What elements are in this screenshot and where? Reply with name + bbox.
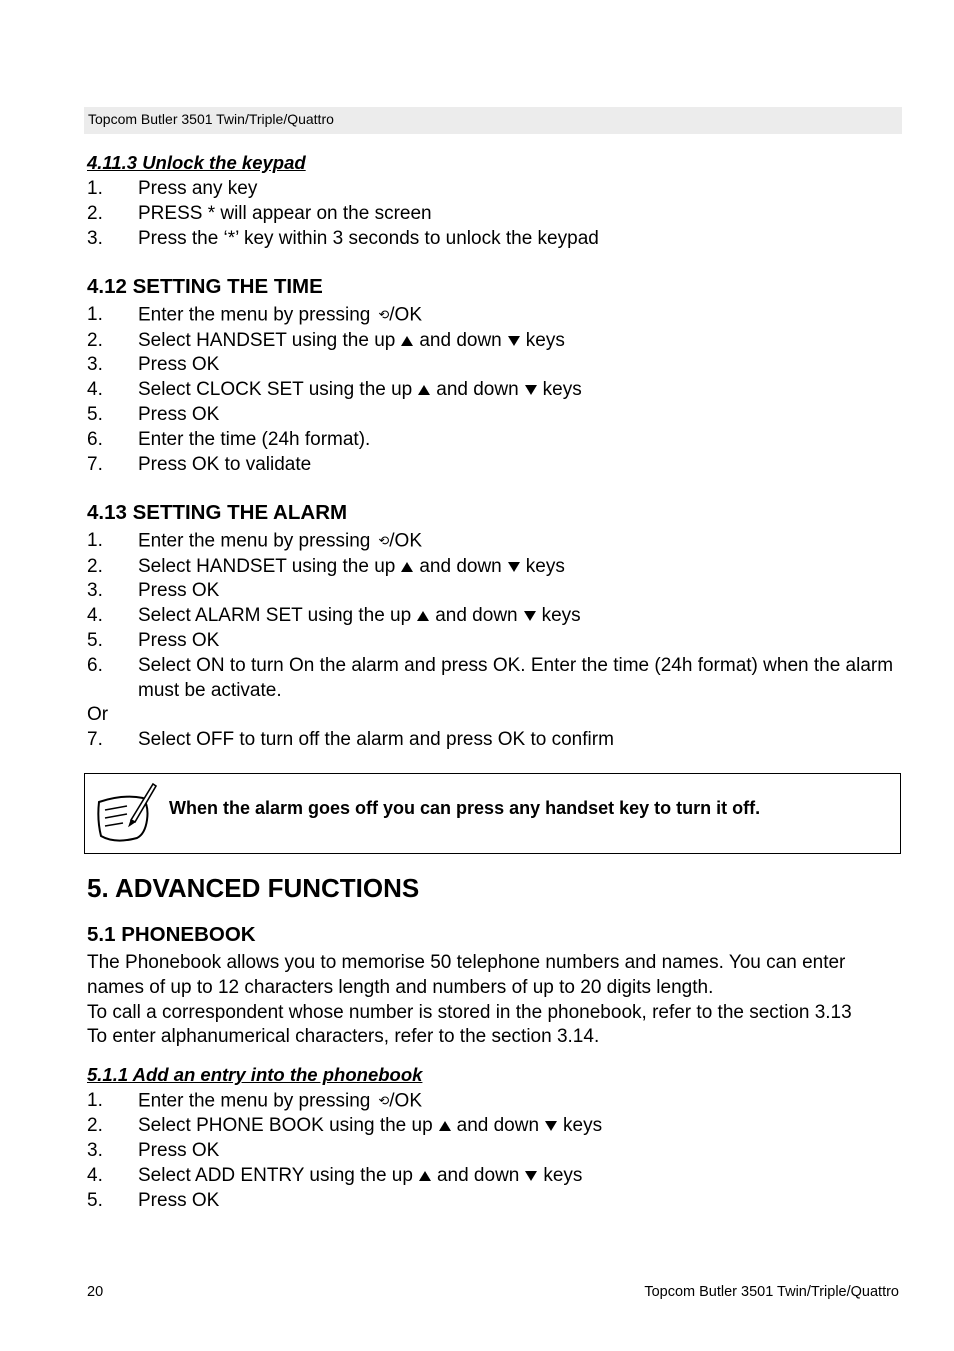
- note-text: When the alarm goes off you can press any handset key to turn it off.: [169, 798, 761, 818]
- menu-key-icon: ⟲: [378, 307, 390, 323]
- up-arrow-icon: [417, 611, 429, 621]
- down-arrow-icon: [524, 611, 536, 621]
- step-number: 5.: [87, 404, 103, 425]
- step-number: 2.: [87, 202, 103, 224]
- list-item: [87, 728, 907, 753]
- list-item: [87, 555, 907, 580]
- up-arrow-icon: [401, 336, 413, 346]
- step-number: 6.: [87, 428, 103, 450]
- step-number: 2.: [87, 1115, 103, 1137]
- phonebook-alpha-paragraph: To enter alphanumerical characters, refer to the section 3.14.: [87, 1026, 600, 1048]
- step-number: 3.: [87, 1140, 103, 1162]
- list-item: [87, 1139, 907, 1164]
- step-text: Select PHONE BOOK using the up and down keys: [138, 1115, 603, 1137]
- step-text: Enter the time (24h format).: [138, 428, 371, 450]
- up-arrow-icon: [418, 385, 430, 395]
- down-arrow-icon: [545, 1121, 557, 1131]
- step-text: Select ON to turn On the alarm and press OK. Enter the time (24h format) when the alarm must be activate.: [138, 654, 894, 701]
- list-item: [87, 403, 907, 428]
- list-item: [87, 378, 907, 403]
- list-item: [87, 453, 907, 478]
- menu-key-icon: ⟲: [378, 533, 390, 549]
- step-number: 1.: [87, 1090, 103, 1112]
- note-pen-icon: [93, 780, 157, 846]
- step-number: 1.: [87, 304, 103, 326]
- list-item: [87, 353, 907, 378]
- list-item: [87, 629, 907, 654]
- section-4-12-title: 4.12 SETTING THE TIME: [87, 275, 323, 299]
- step-text: Select ADD ENTRY using the up and down keys: [138, 1164, 583, 1186]
- list-item: [87, 604, 907, 629]
- step-number: 3.: [87, 354, 103, 376]
- step-text: Enter the menu by pressing ⟲/OK: [138, 303, 907, 328]
- or-text: Or: [87, 704, 109, 726]
- header-title: Topcom Butler 3501 Twin/Triple/Quattro: [88, 111, 334, 127]
- step-number: 5.: [87, 630, 103, 651]
- step-number: 7.: [87, 729, 103, 751]
- step-number: 1.: [87, 178, 103, 199]
- step-text: Select HANDSET using the up and down keys: [138, 555, 565, 577]
- down-arrow-icon: [508, 562, 520, 572]
- section-4-13-title: 4.13 SETTING THE ALARM: [87, 501, 348, 525]
- list-item: [87, 202, 907, 227]
- note-box: [84, 773, 901, 854]
- step-number: 2.: [87, 555, 103, 577]
- phonebook-call-paragraph: To call a correspondent whose number is stored in the phonebook, refer to the section 3.13: [87, 1001, 852, 1023]
- down-arrow-icon: [525, 1171, 537, 1181]
- section-5-1-1-title: 5.1.1 Add an entry into the phonebook: [87, 1064, 423, 1086]
- list-item: [87, 177, 907, 202]
- phonebook-paragraph: The Phonebook allows you to memorise 50 telephone numbers and names. You can enter names of up to 12 characters length and numbers of up to 20 digits length.: [87, 951, 846, 998]
- step-text: Press OK: [138, 1189, 220, 1211]
- section-5-1-1-steps: [87, 1089, 907, 1213]
- step-text: Press OK: [138, 580, 220, 602]
- page-header: [84, 107, 902, 134]
- step-text: Enter the menu by pressing ⟲/OK: [138, 1089, 907, 1114]
- section-5-title: 5. ADVANCED FUNCTIONS: [87, 872, 420, 903]
- step-text: Press OK: [138, 630, 220, 651]
- section-4-13-steps-continued: [87, 728, 907, 753]
- step-text: Select CLOCK SET using the up and down keys: [138, 379, 582, 401]
- step-text: Press any key: [138, 178, 258, 199]
- step-number: 3.: [87, 227, 103, 249]
- section-4-11-3-title: 4.11.3 Unlock the keypad: [87, 152, 306, 173]
- menu-key-icon: ⟲: [378, 1093, 390, 1109]
- step-text: Select OFF to turn off the alarm and press OK to confirm: [138, 729, 614, 751]
- list-item: [87, 1089, 907, 1114]
- step-number: 5.: [87, 1189, 103, 1211]
- step-text: PRESS * will appear on the screen: [138, 202, 432, 224]
- section-5-1-title: 5.1 PHONEBOOK: [87, 922, 256, 946]
- up-arrow-icon: [419, 1171, 431, 1181]
- down-arrow-icon: [525, 385, 537, 395]
- step-text: Select HANDSET using the up and down keys: [138, 329, 565, 351]
- step-text: Press OK: [138, 354, 220, 376]
- footer-title: Topcom Butler 3501 Twin/Triple/Quattro: [644, 1284, 899, 1300]
- section-4-13-steps: [87, 529, 907, 703]
- list-item: [87, 1189, 907, 1214]
- down-arrow-icon: [508, 336, 520, 346]
- step-text: Press OK to validate: [138, 453, 312, 475]
- step-number: 3.: [87, 580, 103, 602]
- step-text: Press OK: [138, 404, 220, 425]
- section-4-11-3-steps: [87, 177, 907, 251]
- page-content: [87, 152, 907, 1214]
- step-number: 6.: [87, 654, 103, 676]
- list-item: [87, 428, 907, 453]
- list-item: [87, 1114, 907, 1139]
- step-number: 7.: [87, 453, 103, 475]
- list-item: [87, 529, 907, 554]
- step-text: Press the ‘*’ key within 3 seconds to unlock the keypad: [138, 227, 599, 249]
- page-number: 20: [87, 1284, 104, 1300]
- step-text: Select ALARM SET using the up and down keys: [138, 605, 581, 627]
- step-number: 4.: [87, 605, 103, 627]
- up-arrow-icon: [439, 1121, 451, 1131]
- section-4-12-steps: [87, 303, 907, 477]
- list-item: [87, 329, 907, 354]
- list-item: [87, 1164, 907, 1189]
- step-number: 2.: [87, 329, 103, 351]
- list-item: [87, 579, 907, 604]
- list-item: [87, 303, 907, 328]
- list-item: [87, 227, 907, 252]
- up-arrow-icon: [401, 562, 413, 572]
- step-number: 4.: [87, 379, 103, 401]
- step-number: 4.: [87, 1164, 103, 1186]
- step-number: 1.: [87, 530, 103, 552]
- step-text: Enter the menu by pressing ⟲/OK: [138, 529, 907, 554]
- list-item: [87, 654, 907, 704]
- step-text: Press OK: [138, 1140, 220, 1162]
